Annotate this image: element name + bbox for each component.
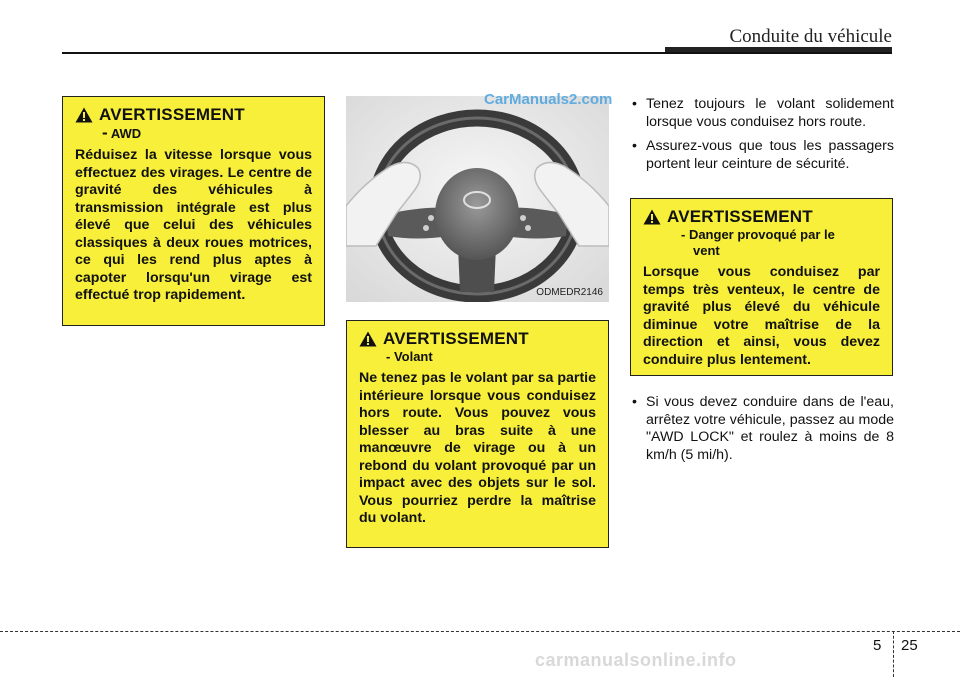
- bullet-list-bottom: [632, 394, 894, 471]
- warning-subtitle: [681, 227, 880, 259]
- warning-box-volant: [346, 320, 609, 548]
- list-item: • Assurez-vous que tous les passagers portent leur ceinture de sécurité.: [632, 138, 894, 172]
- warning-triangle-icon: [75, 107, 93, 123]
- warning-box-awd: [62, 96, 325, 326]
- warning-triangle-icon: [643, 209, 661, 225]
- warning-title: AVERTISSEMENT: [99, 105, 245, 124]
- page-number-divider: [893, 631, 894, 677]
- warning-subtitle: - Volant: [386, 349, 433, 364]
- steering-wheel-figure: [346, 96, 609, 302]
- warning-body: Lorsque vous conduisez par temps très venteux, le centre de gravité plus élevé du véhicule diminue votre maîtrise de la direction et ainsi, vous devez conduire plus lentement.: [643, 264, 880, 368]
- warning-body: Réduisez la vitesse lorsque vous effectuez des virages. Le centre de gravité des véhicules à transmission intégrale est plus élevé que celui des véhicules classiques à deux roues motrices, ce qui les rend plus aptes à capoter lorsqu'un virage est effectué trop rapidement.: [75, 147, 312, 303]
- subtitle-text: AWD: [110, 126, 142, 141]
- subtitle-line1: - Danger provoqué par le: [681, 227, 835, 242]
- page-number: 25: [901, 637, 918, 654]
- warning-subtitle: [102, 125, 312, 142]
- warning-title: AVERTISSEMENT: [667, 207, 813, 226]
- header-rule: [62, 52, 892, 54]
- warning-body: Ne tenez pas le volant par sa partie intérieure lorsque vous conduisez hors route. Vous pouvez vous blesser au bras suite à une manœuvre de virage ou à un rebond du volant provoqué par un impact avec des objets sur le sol. Vous pourriez perdre la maîtrise du volant.: [359, 370, 596, 526]
- section-number: 5: [873, 637, 882, 654]
- subtitle-dash: -: [102, 123, 108, 142]
- figure-code: ODMEDR2146: [536, 287, 603, 298]
- subtitle-line2: vent: [693, 243, 720, 258]
- warning-box-vent: [630, 198, 893, 376]
- page-header-title: Conduite du véhicule: [729, 26, 892, 47]
- bullet-list-top: [632, 96, 894, 180]
- warning-triangle-icon: [359, 331, 377, 347]
- list-item: • Tenez toujours le volant solidement lorsque vous conduisez hors route.: [632, 96, 894, 130]
- steering-wheel-illustration: [346, 96, 609, 302]
- warning-title: AVERTISSEMENT: [383, 329, 529, 348]
- list-item: • Si vous devez conduire dans de l'eau, arrêtez votre véhicule, passez au mode "AWD LOCK" et roulez à moins de 8 km/h (5 mi/h).: [632, 394, 894, 463]
- footer-watermark: carmanualsonline.info: [535, 650, 737, 670]
- footer-rule: [0, 631, 960, 632]
- site-watermark: CarManuals2.com: [484, 91, 613, 108]
